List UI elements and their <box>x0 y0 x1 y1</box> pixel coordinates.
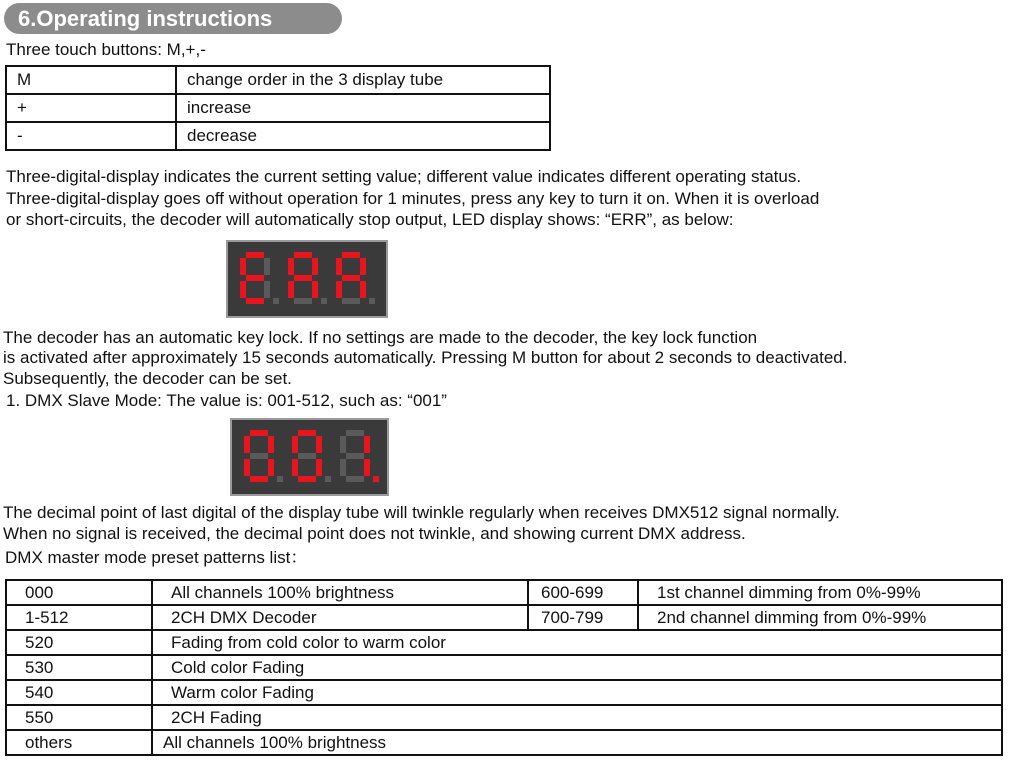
led-segment <box>364 459 370 476</box>
led-decimal-point <box>277 476 283 482</box>
led-decimal-point <box>369 298 375 304</box>
table-row <box>6 680 1002 705</box>
led-segment <box>336 281 342 298</box>
led-segment <box>250 453 268 459</box>
led-segment <box>364 436 370 453</box>
table-row <box>6 730 1002 755</box>
led-segment <box>264 258 270 275</box>
led-segment <box>312 258 318 275</box>
pattern-desc: All channels 100% brightness <box>152 730 1002 755</box>
led-display-001-digits <box>232 420 387 494</box>
para1-line1: Three-digital-display indicates the current setting value; different value indicates different operating status. <box>6 167 802 186</box>
led-segment <box>292 436 298 453</box>
table-row <box>6 122 550 150</box>
pattern-code-2: 700-799 <box>528 605 638 630</box>
led-segment <box>294 252 312 258</box>
led-segment <box>264 281 270 298</box>
led-segment <box>312 281 318 298</box>
led-segment <box>342 298 360 304</box>
led-segment <box>340 436 346 453</box>
para3-line3: DMX master mode preset patterns list： <box>5 548 308 567</box>
led-decimal-point <box>325 476 331 482</box>
buttons-intro: Three touch buttons: M,+,- <box>6 40 206 59</box>
led-segment <box>294 275 312 281</box>
table-row <box>6 580 1002 605</box>
section-header: 6.Operating instructions <box>4 3 342 34</box>
led-segment <box>288 258 294 275</box>
pattern-desc: 2CH Fading <box>152 705 1002 730</box>
pattern-desc: Fading from cold color to warm color <box>152 630 1002 655</box>
led-segment <box>342 275 360 281</box>
led-segment <box>244 459 250 476</box>
table-row <box>6 94 550 122</box>
led-segment <box>240 281 246 298</box>
led-decimal-point <box>273 298 279 304</box>
button-key: - <box>6 122 176 150</box>
para2-line1: The decoder has an automatic key lock. If no settings are made to the decoder, the key lock function <box>3 328 758 347</box>
pattern-desc-2: 2nd channel dimming from 0%-99% <box>638 605 1002 630</box>
para2-line4: 1. DMX Slave Mode: The value is: 001-512, such as: “001” <box>6 391 447 410</box>
pattern-desc: Cold color Fading <box>152 655 1002 680</box>
pattern-desc: Warm color Fading <box>152 680 1002 705</box>
pattern-code-2: 600-699 <box>528 580 638 605</box>
led-decimal-point <box>321 298 327 304</box>
para3-line1: The decimal point of last digital of the display tube will twinkle regularly when receives DMX512 signal normally. <box>3 503 840 522</box>
pattern-code: 520 <box>6 630 152 655</box>
led-segment <box>240 258 246 275</box>
led-display-err-digits <box>228 242 386 316</box>
led-segment <box>346 476 364 482</box>
para2-line3: Subsequently, the decoder can be set. <box>3 369 292 388</box>
button-key: M <box>6 66 176 94</box>
button-desc: decrease <box>176 122 550 150</box>
led-segment <box>250 476 268 482</box>
led-segment <box>268 459 274 476</box>
pattern-code: 550 <box>6 705 152 730</box>
table-row <box>6 705 1002 730</box>
led-segment <box>360 281 366 298</box>
led-segment <box>346 453 364 459</box>
button-desc: change order in the 3 display tube <box>176 66 550 94</box>
led-segment <box>292 459 298 476</box>
pattern-desc: 2CH DMX Decoder <box>152 605 528 630</box>
led-segment <box>336 258 342 275</box>
led-display-err <box>226 240 388 318</box>
led-segment <box>340 459 346 476</box>
pattern-table <box>5 579 1003 756</box>
pattern-code: others <box>6 730 152 755</box>
para3-line2: When no signal is received, the decimal point does not twinkle, and showing current DMX address. <box>3 524 746 543</box>
table-row <box>6 66 550 94</box>
led-segment <box>250 430 268 436</box>
button-table <box>5 65 551 151</box>
led-segment <box>244 436 250 453</box>
table-row <box>6 630 1002 655</box>
pattern-code: 540 <box>6 680 152 705</box>
button-desc: increase <box>176 94 550 122</box>
led-segment <box>246 275 264 281</box>
led-segment <box>342 252 360 258</box>
led-segment <box>316 459 322 476</box>
led-segment <box>298 476 316 482</box>
led-segment <box>298 430 316 436</box>
led-segment <box>288 281 294 298</box>
led-segment <box>246 252 264 258</box>
pattern-desc-2: 1st channel dimming from 0%-99% <box>638 580 1002 605</box>
table-row <box>6 655 1002 680</box>
button-key: + <box>6 94 176 122</box>
para2-line2: is activated after approximately 15 seconds automatically. Pressing M button for about 2 seconds to deactivated. <box>3 348 848 367</box>
led-segment <box>268 436 274 453</box>
pattern-desc: All channels 100% brightness <box>152 580 528 605</box>
led-display-001 <box>230 418 389 496</box>
led-segment <box>294 298 312 304</box>
pattern-code: 530 <box>6 655 152 680</box>
para1-line2: Three-digital-display goes off without operation for 1 minutes, press any key to turn it on. When it is overload <box>6 189 820 208</box>
led-segment <box>298 453 316 459</box>
led-segment <box>346 430 364 436</box>
led-segment <box>246 298 264 304</box>
led-segment <box>360 258 366 275</box>
pattern-code: 000 <box>6 580 152 605</box>
led-decimal-point <box>373 476 379 482</box>
table-row <box>6 605 1002 630</box>
led-segment <box>316 436 322 453</box>
para1-line3: or short-circuits, the decoder will automatically stop output, LED display shows: “ERR”, as below: <box>6 210 734 229</box>
pattern-code: 1-512 <box>6 605 152 630</box>
